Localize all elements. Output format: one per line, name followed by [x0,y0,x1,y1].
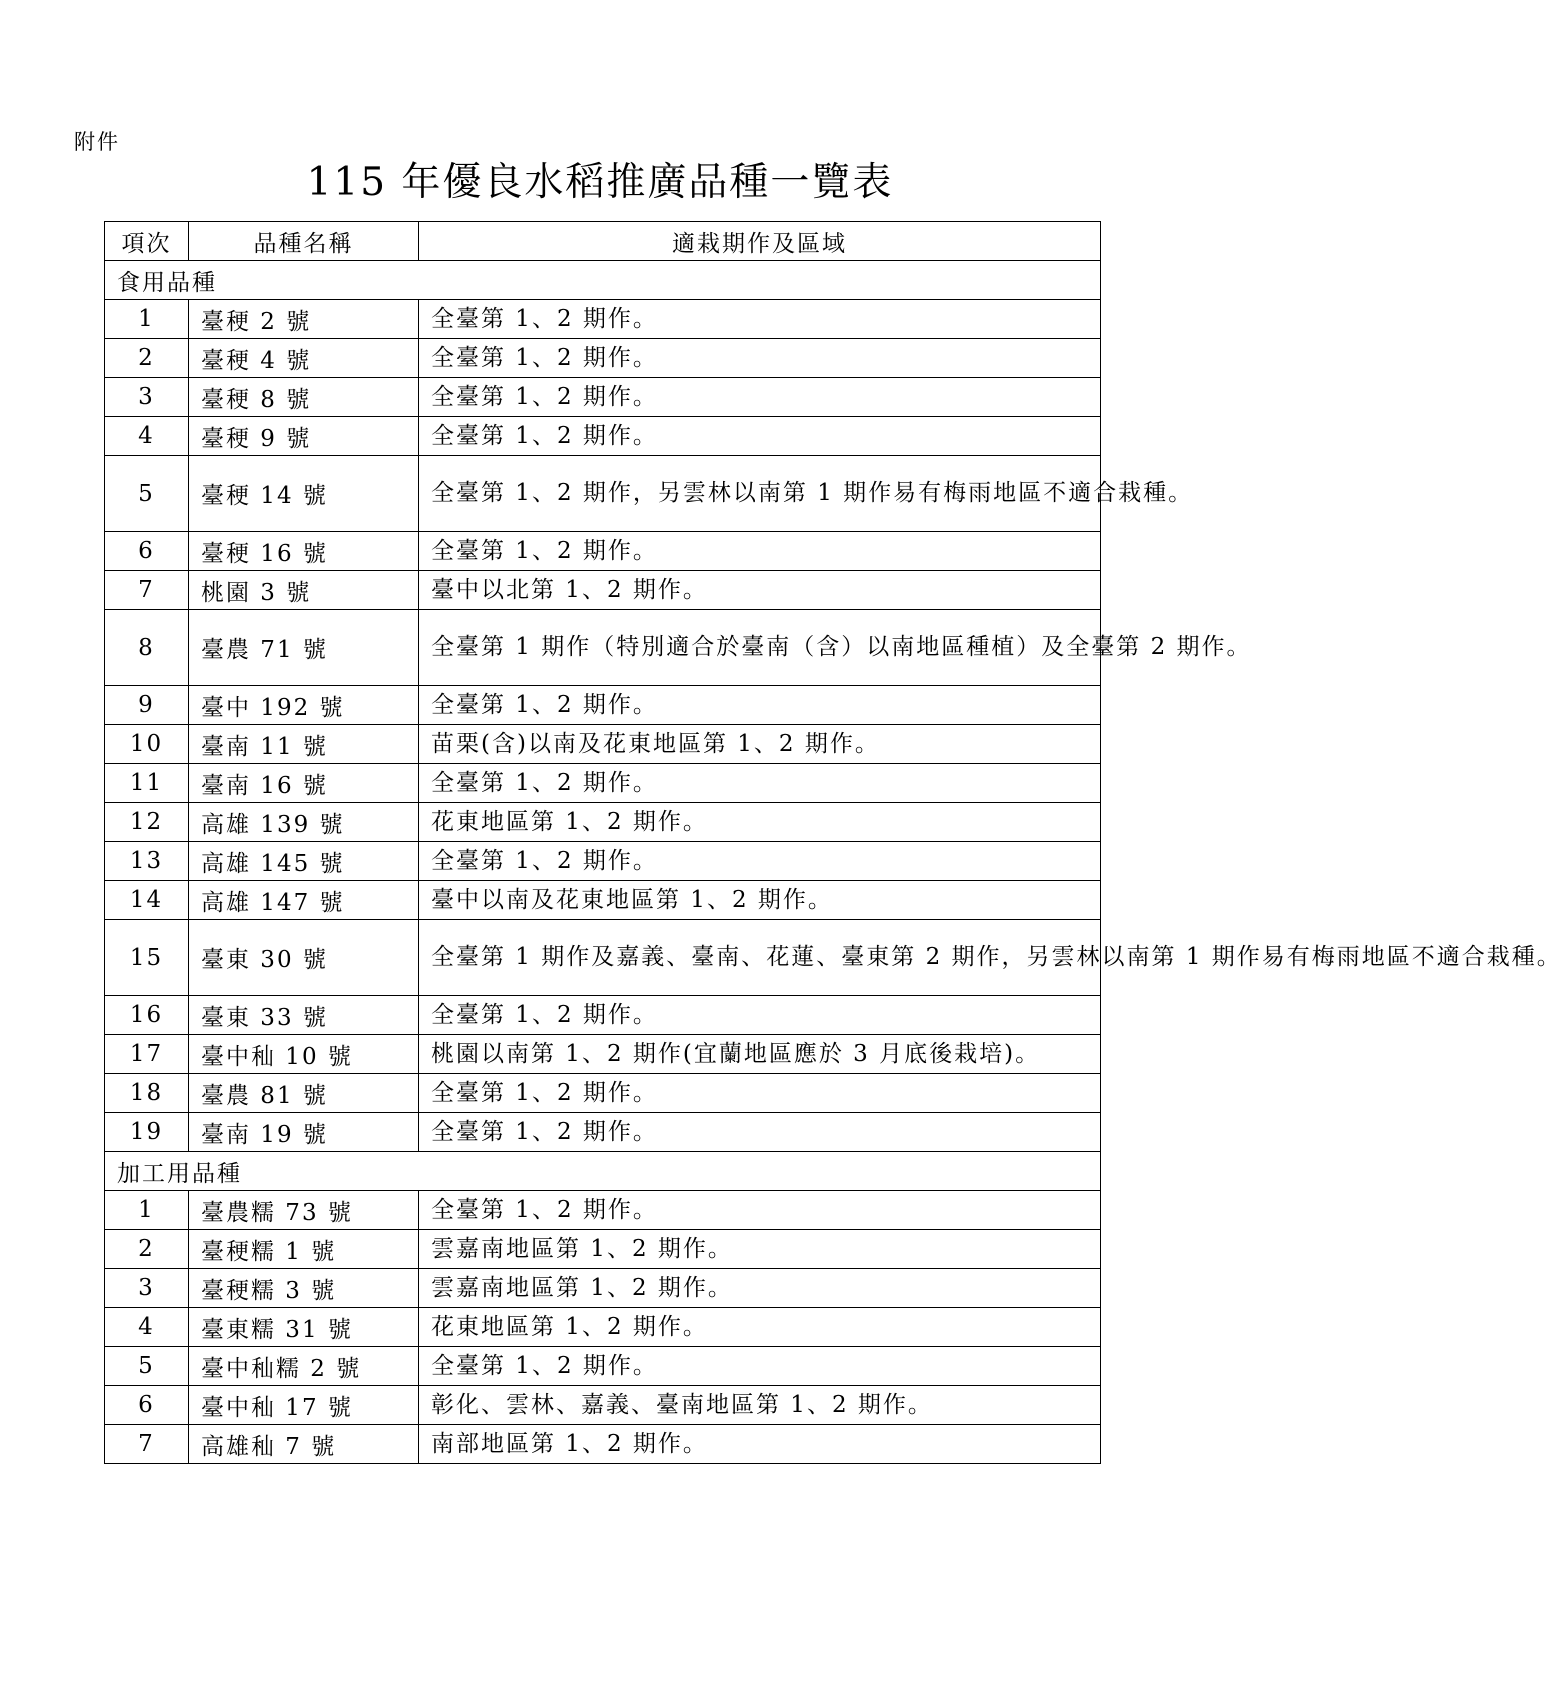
table-row [105,842,1101,881]
row-number: 16 [105,996,189,1035]
cultivation-region: 全臺第 1、2 期作。 [419,1074,1101,1113]
row-number: 13 [105,842,189,881]
table-header-row [105,222,1101,261]
row-number: 5 [105,1347,189,1386]
row-number: 1 [105,1191,189,1230]
variety-name: 臺農 81 號 [189,1074,419,1113]
table-row [105,1269,1101,1308]
row-number: 10 [105,725,189,764]
table-row [105,1308,1101,1347]
row-number: 15 [105,920,189,996]
row-number: 12 [105,803,189,842]
header-name: 品種名稱 [189,222,419,261]
table-row [105,1113,1101,1152]
row-number: 14 [105,881,189,920]
cultivation-region: 花東地區第 1、2 期作。 [419,1308,1101,1347]
cultivation-region: 全臺第 1 期作（特別適合於臺南（含）以南地區種植）及全臺第 2 期作。 [419,610,1101,686]
cultivation-region: 全臺第 1、2 期作。 [419,842,1101,881]
row-number: 3 [105,378,189,417]
cultivation-region: 全臺第 1、2 期作。 [419,378,1101,417]
row-number: 18 [105,1074,189,1113]
cultivation-region: 全臺第 1、2 期作。 [419,532,1101,571]
variety-name: 臺農糯 73 號 [189,1191,419,1230]
cultivation-region: 全臺第 1、2 期作。 [419,417,1101,456]
table-row [105,764,1101,803]
section-label: 食用品種 [105,261,1101,300]
variety-name: 臺稉 8 號 [189,378,419,417]
variety-name: 高雄 145 號 [189,842,419,881]
cultivation-region: 桃園以南第 1、2 期作(宜蘭地區應於 3 月底後栽培)。 [419,1035,1101,1074]
variety-name: 臺南 19 號 [189,1113,419,1152]
cultivation-region: 臺中以南及花東地區第 1、2 期作。 [419,881,1101,920]
variety-name: 臺中秈 17 號 [189,1386,419,1425]
cultivation-region: 雲嘉南地區第 1、2 期作。 [419,1269,1101,1308]
header-no: 項次 [105,222,189,261]
cultivation-region: 南部地區第 1、2 期作。 [419,1425,1101,1464]
row-number: 2 [105,1230,189,1269]
variety-name: 高雄 147 號 [189,881,419,920]
cultivation-region: 全臺第 1、2 期作，另雲林以南第 1 期作易有梅雨地區不適合栽種。 [419,456,1101,532]
table-row [105,1035,1101,1074]
variety-name: 臺中 192 號 [189,686,419,725]
table-row [105,1347,1101,1386]
section-label: 加工用品種 [105,1152,1101,1191]
table-row [105,686,1101,725]
variety-name: 臺東 30 號 [189,920,419,996]
cultivation-region: 全臺第 1、2 期作。 [419,300,1101,339]
variety-name: 臺稉糯 3 號 [189,1269,419,1308]
row-number: 4 [105,1308,189,1347]
variety-name: 臺稉 4 號 [189,339,419,378]
table-row [105,1425,1101,1464]
cultivation-region: 全臺第 1、2 期作。 [419,1347,1101,1386]
table-row [105,725,1101,764]
row-number: 4 [105,417,189,456]
table-row [105,571,1101,610]
cultivation-region: 花東地區第 1、2 期作。 [419,803,1101,842]
variety-name: 臺南 16 號 [189,764,419,803]
table-row [105,378,1101,417]
table-row [105,417,1101,456]
variety-name: 桃園 3 號 [189,571,419,610]
table-row [105,456,1101,532]
cultivation-region: 全臺第 1、2 期作。 [419,1113,1101,1152]
cultivation-region: 雲嘉南地區第 1、2 期作。 [419,1230,1101,1269]
cultivation-region: 全臺第 1、2 期作。 [419,764,1101,803]
variety-name: 高雄 139 號 [189,803,419,842]
table-row [105,881,1101,920]
variety-name: 臺稉糯 1 號 [189,1230,419,1269]
cultivation-region: 彰化、雲林、嘉義、臺南地區第 1、2 期作。 [419,1386,1101,1425]
variety-name: 臺農 71 號 [189,610,419,686]
variety-name: 臺中秈 10 號 [189,1035,419,1074]
rice-varieties-table [104,221,1562,1464]
table-row [105,920,1101,996]
row-number: 7 [105,571,189,610]
cultivation-region: 全臺第 1、2 期作。 [419,339,1101,378]
row-number: 6 [105,532,189,571]
table-row [105,1230,1101,1269]
table-row [105,532,1101,571]
table-row [105,996,1101,1035]
variety-name: 臺中秈糯 2 號 [189,1347,419,1386]
variety-name: 臺東糯 31 號 [189,1308,419,1347]
page-title: 115 年優良水稻推廣品種一覽表 [306,160,894,205]
cultivation-region: 全臺第 1、2 期作。 [419,686,1101,725]
row-number: 17 [105,1035,189,1074]
table-row [105,803,1101,842]
row-number: 2 [105,339,189,378]
variety-name: 臺稉 16 號 [189,532,419,571]
section-row [105,1152,1101,1191]
table-row [105,339,1101,378]
row-number: 6 [105,1386,189,1425]
row-number: 5 [105,456,189,532]
row-number: 11 [105,764,189,803]
variety-name: 臺南 11 號 [189,725,419,764]
table-row [105,610,1101,686]
table-row [105,1386,1101,1425]
variety-name: 高雄秈 7 號 [189,1425,419,1464]
cultivation-region: 苗栗(含)以南及花東地區第 1、2 期作。 [419,725,1101,764]
table-row [105,300,1101,339]
cultivation-region: 臺中以北第 1、2 期作。 [419,571,1101,610]
table-row [105,1074,1101,1113]
variety-name: 臺稉 14 號 [189,456,419,532]
cultivation-region: 全臺第 1、2 期作。 [419,1191,1101,1230]
row-number: 8 [105,610,189,686]
attachment-label: 附件 [74,130,120,154]
row-number: 1 [105,300,189,339]
row-number: 9 [105,686,189,725]
table-body [105,261,1562,1464]
section-row [105,261,1101,300]
variety-name: 臺稉 9 號 [189,417,419,456]
cultivation-region: 全臺第 1 期作及嘉義、臺南、花蓮、臺東第 2 期作，另雲林以南第 1 期作易有梅雨地區不適合栽種。 [419,920,1101,996]
row-number: 19 [105,1113,189,1152]
header-region: 適栽期作及區域 [419,222,1101,261]
row-number: 3 [105,1269,189,1308]
cultivation-region: 全臺第 1、2 期作。 [419,996,1101,1035]
variety-name: 臺東 33 號 [189,996,419,1035]
row-number: 7 [105,1425,189,1464]
variety-name: 臺稉 2 號 [189,300,419,339]
table-row [105,1191,1101,1230]
